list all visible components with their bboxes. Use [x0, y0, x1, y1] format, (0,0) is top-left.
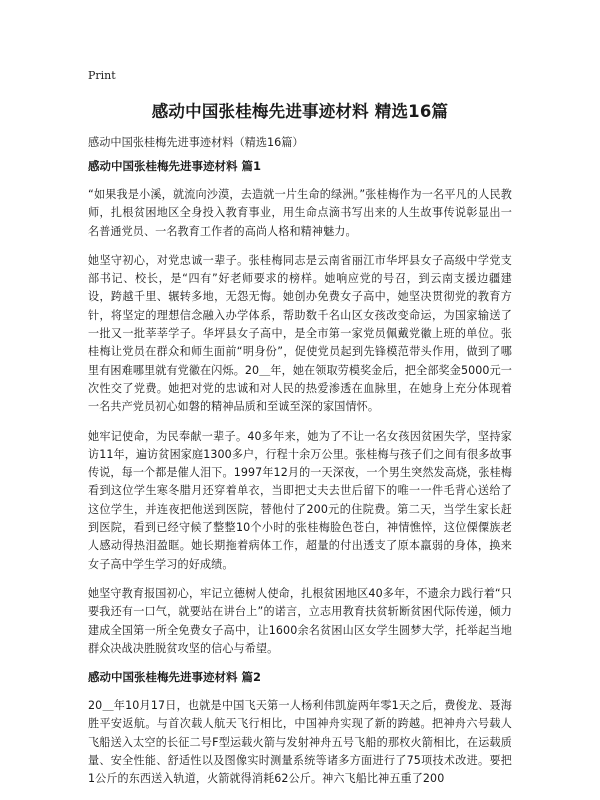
- print-label[interactable]: Print: [88, 69, 116, 82]
- document-subtitle: 感动中国张桂梅先进事迹材料（精选16篇）: [88, 136, 304, 149]
- paragraph: 她坚守初心，对党忠诚一辈子。张桂梅同志是云南省丽江市华坪县女子高级中学党支部书记、校长，是“四有”好老师要求的榜样。她响应党的号召，到云南支援边疆建设，跨越千里、辗转多地，无怨无悔。她创办免费女子高中，她坚决贯彻党的教育方针，将坚定的理想信念融入办学体系，帮助数千名山区女孩改变命运，为国家输送了一批又一批莘莘学子。华坪县女子高中，是全市第一家党员佩戴党徽上班的单位。张桂梅让党员在群众和师生面前“明身份”，促使党员起到先锋模范带头作用，做到了哪里有困难哪里就有党徽在闪烁。20＿年，她在领取劳模奖金后，把全部奖金5000元一次性交了党费。她把对党的忠诚和对人民的热爱渗透在血脉里，在她身上充分体现着一名共产党员初心如磐的精神品质和至诚至深的家国情怀。: [88, 253, 512, 414]
- paragraph: 她牢记使命，为民奉献一辈子。40多年来，她为了不让一名女孩因贫困失学，坚持家访11年，遍访贫困家庭1300多户，行程十余万公里。张桂梅与孩子们之间有很多故事传说，每一个都是催人泪下。1997年12月的一天深夜，一个男生突然发高烧，张桂梅看到这位学生寒冬腊月还穿着单衣，当即把丈夫去世后留下的唯一一件毛背心送给了这位学生，并连夜把他送到医院，替他付了200元的住院费。第二天，当学生家长赶到医院，看到已经守候了整整10个小时的张桂梅脸色苍白，神情憔悴，这位傈僳族老人感动得热泪盈眶。她长期拖着病体工作，超量的付出透支了原本羸弱的身体，换来女子高中学生学习的好成绩。: [88, 429, 512, 571]
- document-title: 感动中国张桂梅先进事迹材料 精选16篇: [151, 102, 449, 121]
- section-heading: 感动中国张桂梅先进事迹材料 篇2: [88, 670, 262, 685]
- section-heading: 感动中国张桂梅先进事迹材料 篇1: [88, 159, 262, 173]
- document-body: [88, 158, 512, 800]
- paragraph: 20＿年10月17日，也就是中国飞天第一人杨利伟凯旋两年零1天之后，费俊龙、聂海胜平安返航。与首次载人航天飞行相比，中国神舟实现了新的跨越。把神舟六号载人飞船送入太空的长征二号F型运载火箭与发射神舟五号飞船的那枚火箭相比，在运载质量、安全性能、舒适性以及图像实时测量系统等诸多方面进行了75项技术改进。要把1公斤的东西送入轨道，火箭就得消耗62公斤。神六飞船比神五重了200: [88, 699, 512, 786]
- paragraph: “如果我是小溪，就流向沙漠，去造就一片生命的绿洲。”张桂梅作为一名平凡的人民教师，扎根贫困地区全身投入教育事业，用生命点滴书写出来的人生故事传说彰显出一名普通党员、一名教育工作者的高尚人格和精神魅力。: [88, 188, 512, 238]
- paragraph: 她坚守教育报国初心，牢记立德树人使命，扎根贫困地区40多年，不遗余力践行着“只要我还有一口气，就要站在讲台上”的诺言，立志用教育扶贫斩断贫困代际传递，倾力建成全国第一所全免费女子高中，让1600余名贫困山区女学生圆梦大学，托举起当地群众决战决胜脱贫攻坚的信心与希望。: [88, 586, 512, 655]
